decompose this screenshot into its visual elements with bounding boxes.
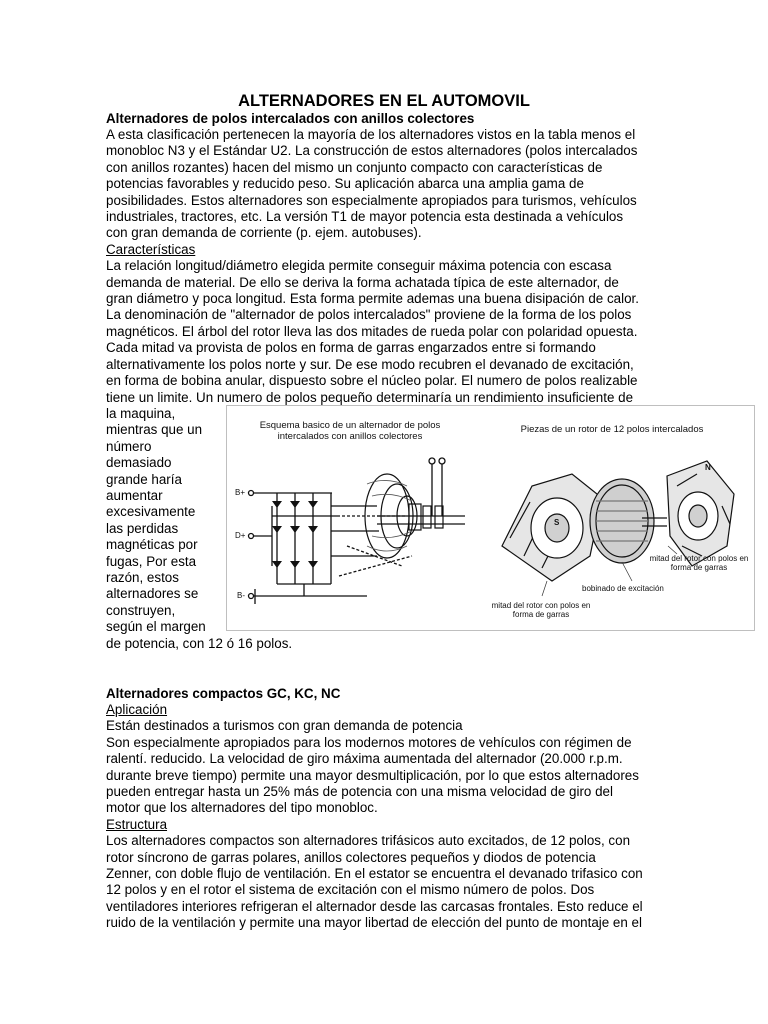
text-line: posibilidades. Estos alternadores son especialmente apropiados para turismos, vehículos	[106, 192, 637, 208]
label-winding: bobinado de excitación	[582, 584, 664, 593]
text-line: A esta clasificación pertenecen la mayoría de los alternadores vistos en la tabla menos el	[106, 127, 636, 142]
section1-intro	[106, 127, 666, 242]
rotor-parts-panel	[472, 406, 754, 630]
text-line: 12 polos y en el rotor el sistema de excitación con el mismo número de polos. Dos	[106, 882, 595, 898]
text-line: magnéticos. El árbol del rotor lleva las dos mitades de rueda polar con polaridad opuesta.	[106, 323, 638, 339]
text-line: La relación longitud/diámetro elegida permite conseguir máxima potencia con escasa	[106, 258, 612, 274]
text-line: motor que los alternadores del tipo monobloc.	[106, 800, 378, 816]
schematic-diagram	[227, 406, 472, 630]
text-line: fugas, Por esta	[106, 553, 197, 569]
text-line: demasiado	[106, 455, 172, 471]
pole-n-label: N	[705, 463, 711, 472]
subheading-caracteristicas: Características	[106, 241, 196, 257]
text-line: según el margen	[106, 619, 206, 635]
text-line: la maquina,	[106, 405, 176, 421]
text-line: pueden entregar hasta un 25% más de potencia con una misma velocidad de giro del	[106, 784, 613, 800]
text-line: industriales, tractores, etc. La versión T1 de mayor potencia esta destinada a vehículos	[106, 209, 624, 225]
section1-body	[106, 258, 666, 406]
text-line: alternativamente los polos norte y sur. De ese modo recubren el devanado de excitación,	[106, 356, 634, 372]
terminal-b-minus: B-	[237, 591, 245, 600]
text-line: en forma de bobina anular, dispuesto sobre el núcleo polar. El numero de polos realizable	[106, 373, 638, 389]
text-line: aumentar	[106, 487, 163, 503]
text-line: ralentí. reducido. La velocidad de giro máxima aumentada del alternador (20.000 r.p.m.	[106, 751, 623, 767]
text-line: excesivamente	[106, 504, 196, 520]
text-line: durante breve tiempo) permite una mayor desmultiplicación, por lo que estos alternadores	[106, 767, 639, 783]
text-line: Cada mitad va provista de polos en forma de garras engarzados entre si formando	[106, 340, 596, 356]
text-line: Los alternadores compactos son alternadores trifásicos auto excitados, de 12 polos, con	[106, 833, 631, 849]
section1-heading: Alternadores de polos intercalados con anillos colectores	[106, 111, 475, 126]
text-line: rotor síncrono de garras polares, anillos colectores pequeños y diodos de potencia	[106, 849, 596, 865]
label-rotor-half-right: mitad del rotor con polos en forma de garras	[649, 554, 749, 572]
text-line: potencias favorables y reducido peso. Su aplicación abarca una amplia gama de	[106, 176, 584, 192]
rotor-exploded-view	[472, 406, 754, 630]
text-line: La denominación de "alternador de polos intercalados" proviene de la forma de los polos	[106, 307, 632, 323]
text-line: ruido de la ventilación y permite una mayor libertad de elección del punto de montaje en el	[106, 915, 642, 931]
text-line: con anillos rozantes) hacen del mismo un conjunto compacto con características de	[106, 159, 603, 175]
estructura-body	[106, 833, 666, 931]
text-line: gran diámetro y poca longitud. Esta forma permite ademas una buena disipación de calor.	[106, 291, 639, 307]
text-line: construyen,	[106, 602, 176, 618]
text-line: demanda de material. De ello se deriva la forma achatada típica de este alternador, de	[106, 274, 619, 290]
text-line: con gran demanda de corriente (p. ejem. autobuses).	[106, 225, 422, 241]
text-line: magnéticas por	[106, 537, 198, 553]
text-line: Son especialmente apropiados para los modernos motores de vehículos con régimen de	[106, 734, 632, 750]
subheading-aplicacion: Aplicación	[106, 702, 168, 717]
pole-s-label: S	[554, 518, 560, 527]
text-line: monobloc N3 y el Estándar U2. La construcción de estos alternadores (polos intercalados	[106, 143, 638, 159]
rotor-caption: Piezas de un rotor de 12 polos intercalados	[520, 424, 704, 435]
schematic-panel	[227, 406, 472, 630]
text-line: mientras que un	[106, 422, 203, 438]
terminal-d-plus: D+	[235, 531, 246, 540]
schematic-caption: Esquema basico de un alternador de polos intercalados con anillos colectores	[259, 420, 441, 442]
subheading-estructura: Estructura	[106, 816, 168, 832]
label-rotor-half-left: mitad del rotor con polos en forma de garras	[491, 601, 591, 619]
text-line: alternadores se	[106, 586, 199, 602]
text-line: Están destinados a turismos con gran demanda de potencia	[106, 718, 463, 734]
section2-heading: Alternadores compactos GC, KC, NC	[106, 686, 341, 701]
text-line: ventiladores interiores refrigeran el alternador desde las carcasas frontales. Esto reduce el	[106, 898, 643, 914]
text-line: Zenner, con doble flujo de ventilación. En el estator se encuentra el devanado trifasico con	[106, 866, 643, 882]
text-line: tiene un limite. Un numero de polos pequeño determinaría un rendimiento insuficiente de	[106, 389, 634, 405]
alternator-figure	[226, 405, 755, 631]
text-line: grande haría	[106, 471, 182, 487]
aplicacion-body	[106, 718, 666, 816]
wrap-column	[106, 406, 218, 636]
text-line: número	[106, 438, 152, 454]
document-title: ALTERNADORES EN EL AUTOMOVIL	[238, 92, 530, 110]
text-line: de potencia, con 12 ó 16 polos.	[106, 635, 293, 651]
terminal-b-plus: B+	[235, 488, 246, 497]
text-line: las perdidas	[106, 520, 179, 536]
text-line: razón, estos	[106, 569, 179, 585]
